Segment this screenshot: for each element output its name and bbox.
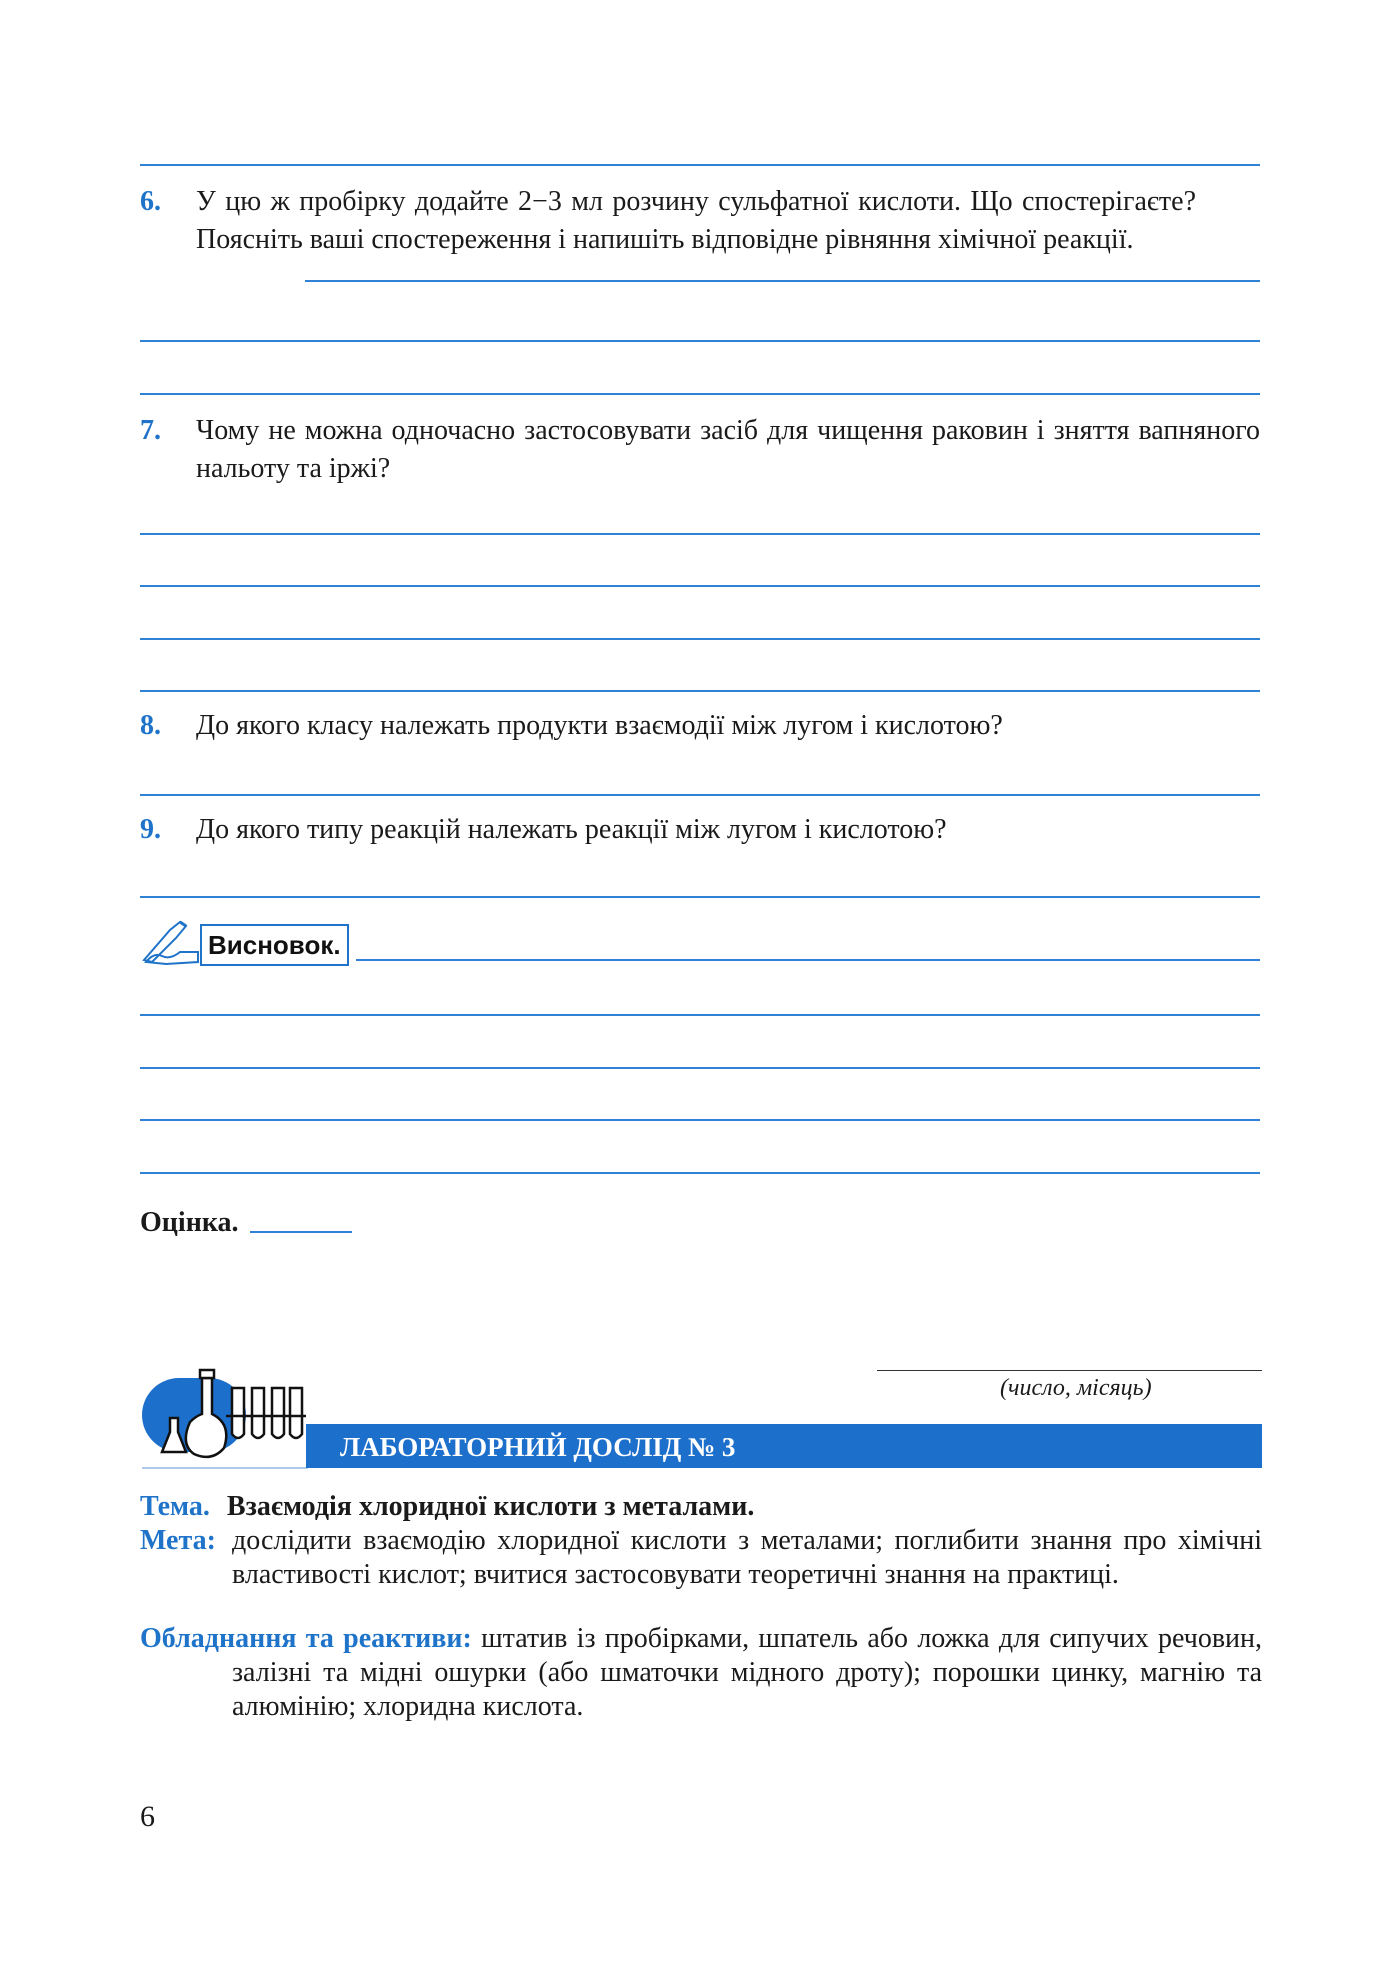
conclusion-block [140,912,360,962]
pen-hand-icon [140,916,204,966]
lab-goal [140,1524,1262,1592]
lab-equipment [140,1622,1262,1724]
answer-line[interactable] [140,533,1260,535]
grade-line[interactable] [250,1231,352,1233]
answer-line[interactable] [140,585,1260,587]
answer-line[interactable] [305,280,1260,282]
answer-line[interactable] [356,959,1260,961]
topic-label: Тема. [140,1491,210,1522]
date-line[interactable] [877,1370,1262,1371]
answer-line[interactable] [140,794,1260,796]
answer-line[interactable] [140,1014,1260,1016]
equipment-text: штатив із пробірками, шпатель або ложка для сипучих речовин, залізні та мідні ошурки (або шматочки мідного дроту); порошки цинку, магнію та алюмінію; хлоридна кислота. [232,1623,1263,1722]
conclusion-label: Висновок. [200,924,349,966]
question-text: До якого класу належать продукти взаємодії між лугом і кислотою? [196,710,1003,741]
question-number: 6. [140,186,161,217]
answer-line[interactable] [140,1119,1260,1121]
question-number: 9. [140,814,161,845]
question-number: 8. [140,710,161,741]
answer-line[interactable] [140,393,1260,395]
topic-text: Взаємодія хлоридної кислоти з металами. [226,1491,755,1522]
question-6 [140,183,1260,259]
answer-line[interactable] [140,690,1260,692]
grade-label: Оцінка. [140,1207,239,1238]
date-caption: (число, місяць) [1000,1375,1152,1401]
answer-line[interactable] [140,1067,1260,1069]
answer-line [140,164,1260,166]
question-7 [140,412,1260,488]
goal-label: Мета: [140,1525,216,1556]
question-text: До якого типу реакцій належать реакції між лугом і кислотою? [196,814,947,845]
answer-line[interactable] [140,638,1260,640]
question-8 [140,707,1260,745]
question-9 [140,811,1260,849]
question-text: Чому не можна одночасно застосовувати засіб для чищення раковин і зняття вапняного нальоту та іржі? [196,415,1260,484]
lab-flask-icon [140,1358,310,1470]
answer-line[interactable] [140,340,1260,342]
goal-text: дослідити взаємодію хлоридної кислоти з металами; поглибити знання про хімічні властивості кислот; вчитися застосовувати теоретичні знання на практиці. [232,1525,1262,1590]
page-number: 6 [140,1800,155,1833]
lab-topic [140,1490,1262,1524]
equipment-label: Обладнання та реактиви: [140,1623,472,1654]
answer-line[interactable] [140,1172,1260,1174]
question-number: 7. [140,415,161,446]
answer-line[interactable] [140,896,1260,898]
lab-title: ЛАБОРАТОРНИЙ ДОСЛІД № 3 [306,1424,1262,1468]
question-text: У цю ж пробірку додайте 2−3 мл розчину сульфатної кислоти. Що спостерігаєте? Поясніть ваші спостереження і напишіть відповідне рівняння хімічної реакції. [196,186,1196,255]
